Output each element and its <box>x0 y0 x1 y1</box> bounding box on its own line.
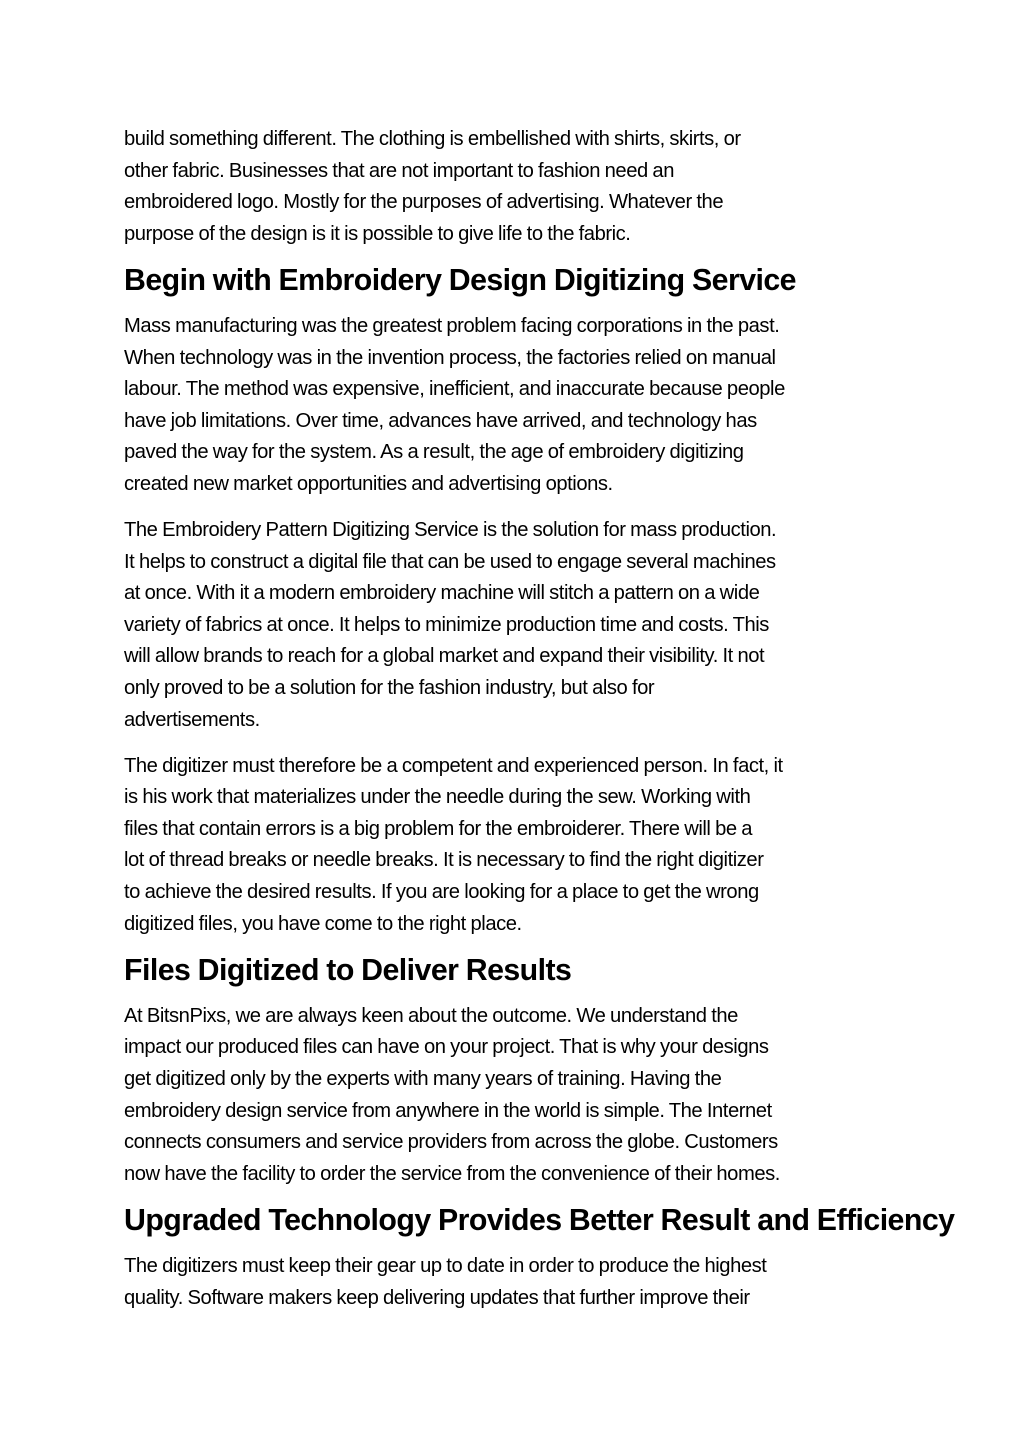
text-line: impact our produced files can have on your project. That is why your designs <box>124 1036 769 1059</box>
body-paragraph-5 <box>124 1001 914 1191</box>
text-line: It helps to construct a digital file that can be used to engage several machines <box>124 550 776 573</box>
text-line: have job limitations. Over time, advances have arrived, and technology has <box>124 409 757 432</box>
section-heading-1 <box>124 265 914 297</box>
text-line: labour. The method was expensive, inefficient, and inaccurate because people <box>124 378 785 401</box>
text-line: get digitized only by the experts with many years of training. Having the <box>124 1068 722 1091</box>
text-line: build something different. The clothing is embellished with shirts, skirts, or <box>124 128 741 150</box>
text-line: connects consumers and service providers from across the globe. Customers <box>124 1131 778 1154</box>
text-line: quality. Software makers keep delivering updates that further improve their <box>124 1286 750 1309</box>
text-line: at once. With it a modern embroidery machine will stitch a pattern on a wide <box>124 582 760 605</box>
text-line: will allow brands to reach for a global market and expand their visibility. It not <box>124 645 765 668</box>
text-line: is his work that materializes under the needle during the sew. Working with <box>124 786 751 809</box>
text-line: digitized files, you have come to the right place. <box>124 912 522 935</box>
text-line: embroidery design service from anywhere in the world is simple. The Internet <box>124 1099 772 1122</box>
text-line: lot of thread breaks or needle breaks. It is necessary to find the right digitizer <box>124 849 764 872</box>
text-line: embroidered logo. Mostly for the purposes of advertising. Whatever the <box>124 191 724 214</box>
text-line: to achieve the desired results. If you are looking for a place to get the wrong <box>124 881 759 904</box>
text-line: Files Digitized to Deliver Results <box>124 953 572 987</box>
body-paragraph-2 <box>124 311 914 501</box>
text-line: The digitizer must therefore be a competent and experienced person. In fact, it <box>124 754 783 777</box>
body-paragraph-1 <box>124 124 914 250</box>
body-paragraph-3 <box>124 515 914 736</box>
section-heading-3 <box>124 1203 955 1237</box>
text-line: only proved to be a solution for the fashion industry, but also for <box>124 677 655 699</box>
text-line: Mass manufacturing was the greatest problem facing corporations in the past. <box>124 314 780 337</box>
document-page <box>124 124 955 1329</box>
text-line: purpose of the design is it is possible to give life to the fabric. <box>124 222 631 245</box>
text-line: At BitsnPixs, we are always keen about the outcome. We understand the <box>124 1004 738 1027</box>
text-line: variety of fabrics at once. It helps to minimize production time and costs. This <box>124 613 769 636</box>
text-line: The Embroidery Pattern Digitizing Service is the solution for mass production. <box>124 519 777 542</box>
text-line: paved the way for the system. As a result, the age of embroidery digitizing <box>124 441 744 464</box>
text-line: other fabric. Businesses that are not important to fashion need an <box>124 159 674 182</box>
text-line: files that contain errors is a big problem for the embroiderer. There will be a <box>124 817 753 840</box>
text-line: When technology was in the invention process, the factories relied on manual <box>124 346 776 369</box>
text-line: advertisements. <box>124 708 260 731</box>
text-line: Begin with Embroidery Design Digitizing Service <box>124 263 796 297</box>
body-paragraph-6 <box>124 1251 914 1314</box>
text-line: Upgraded Technology Provides Better Result and Efficiency <box>124 1203 955 1237</box>
text-line: The digitizers must keep their gear up to date in order to produce the highest <box>124 1255 767 1277</box>
text-line: now have the facility to order the service from the convenience of their homes. <box>124 1162 780 1185</box>
body-paragraph-4 <box>124 751 914 941</box>
text-line: created new market opportunities and advertising options. <box>124 472 613 495</box>
section-heading-2 <box>124 955 914 987</box>
